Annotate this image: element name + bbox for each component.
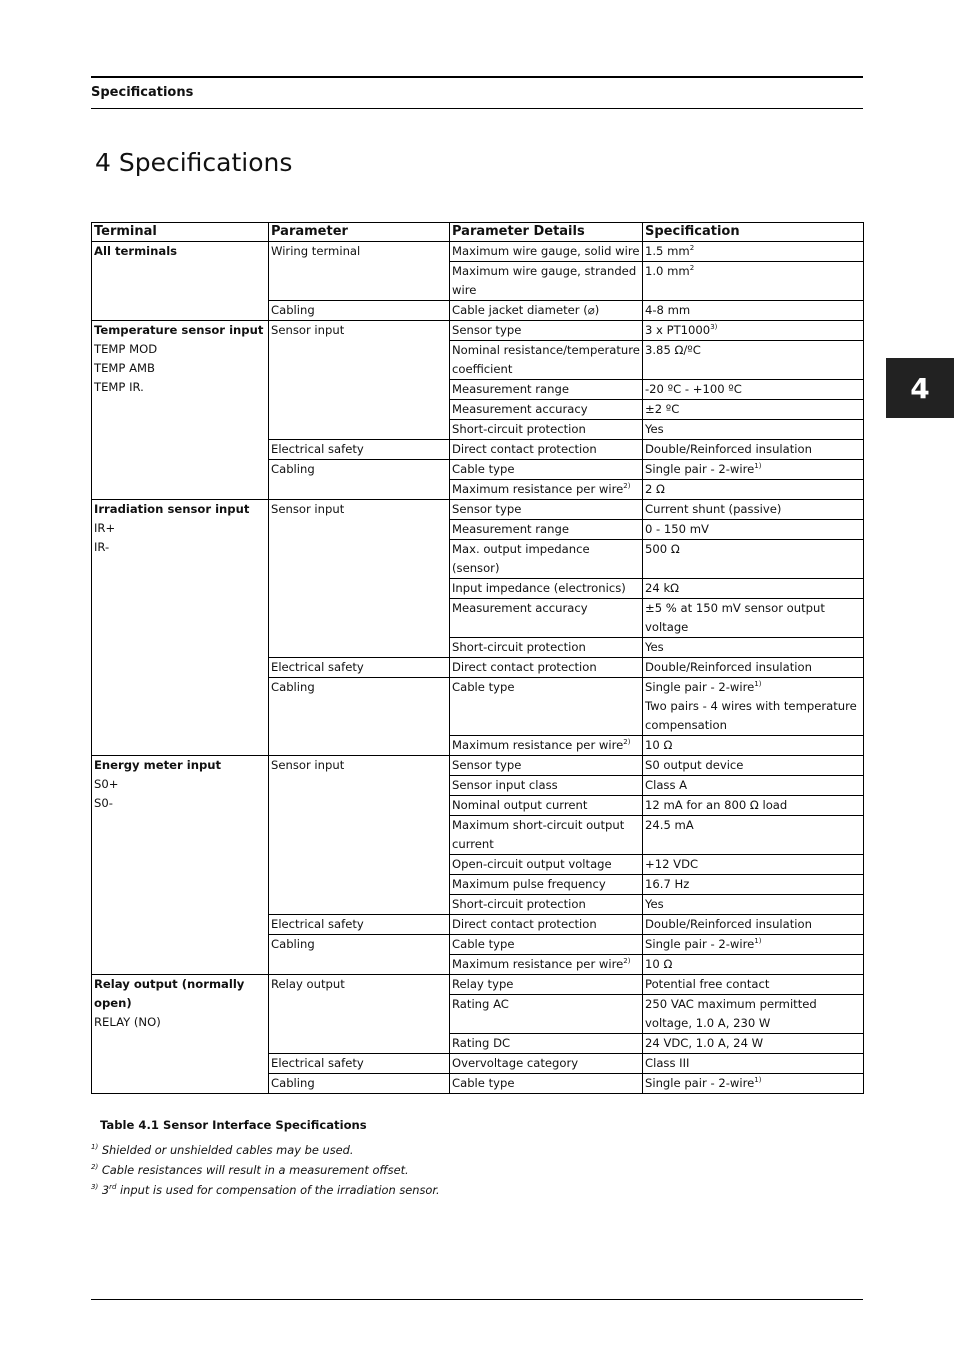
parameter-detail-cell [450,935,643,955]
footnote-ref: 2 [689,264,695,273]
spec-line [645,262,861,281]
spec-line [645,1034,861,1053]
specification-cell [643,242,864,262]
spec-text: 2 Ω [645,482,665,496]
detail-text: Sensor type [452,502,522,516]
spec-line [645,816,861,835]
parameter-detail-cell [450,480,643,500]
specification-cell [643,1054,864,1074]
parameter-cell: Cabling [269,935,450,975]
spec-line [645,242,861,261]
spec-line [645,380,861,399]
spec-line [645,895,861,914]
specification-cell [643,796,864,816]
detail-text: Short-circuit protection [452,897,586,911]
parameter-detail-cell [450,1034,643,1054]
specification-cell [643,380,864,400]
spec-text: S0 output device [645,758,744,772]
table-row [92,242,864,262]
parameter-detail-cell [450,816,643,855]
footer-rule [91,1299,863,1300]
spec-text: 24 VDC, 1.0 A, 24 W [645,1036,764,1050]
terminal-pin: IR- [94,540,110,554]
spec-text: 0 - 150 mV [645,522,709,536]
footnote-text: input is used for compensation of the irradiation sensor. [116,1183,440,1197]
parameter-detail-cell [450,915,643,935]
parameter-detail-cell [450,520,643,540]
specification-cell [643,1034,864,1054]
parameter-detail-cell [450,995,643,1034]
table-row [92,500,864,520]
detail-text: Cable jacket diameter (⌀) [452,303,600,317]
detail-text: Maximum short-circuit output current [452,818,625,851]
specification-cell [643,440,864,460]
spec-text: Single pair - 2-wire [645,937,755,951]
footnote-mark: 2) [91,1163,99,1172]
specification-cell [643,638,864,658]
terminal-pin: IR+ [94,521,116,535]
parameter-cell: Sensor input [269,500,450,658]
parameter-cell: Electrical safety [269,440,450,460]
header-rule-top [91,76,863,78]
spec-text: 16.7 Hz [645,877,690,891]
spec-text: Yes [645,640,664,654]
terminal-name: Temperature sensor input [94,323,264,337]
specification-cell [643,935,864,955]
specification-cell [643,500,864,520]
spec-line [645,599,861,637]
footnote-text: Cable resistances will result in a measurement offset. [101,1163,409,1177]
parameter-cell: Relay output [269,975,450,1054]
footnote-text-before: 3 [101,1183,110,1197]
spec-text: 1.5 mm [645,244,690,258]
detail-text: Direct contact protection [452,660,597,674]
specification-cell [643,736,864,756]
spec-line [645,736,861,755]
parameter-detail-cell [450,321,643,341]
specification-cell [643,816,864,855]
terminal-pin: S0+ [94,777,119,791]
parameter-detail-cell [450,400,643,420]
terminal-name: All terminals [94,244,178,258]
spec-text: 500 Ω [645,542,680,556]
spec-line [645,341,861,360]
specification-cell [643,460,864,480]
parameter-detail-cell [450,855,643,875]
table-caption: Table 4.1 Sensor Interface Specifications [100,1118,367,1132]
footnote-ref: 1) [754,1076,762,1085]
spec-line [645,460,861,479]
parameter-detail-cell [450,540,643,579]
parameter-detail-cell [450,420,643,440]
spec-line [645,975,861,994]
parameter-cell: Cabling [269,1074,450,1094]
specification-cell [643,301,864,321]
specification-cell [643,262,864,301]
spec-extra-line: Two pairs - 4 wires with temperature compensation [645,699,857,732]
table-header-row [92,223,864,242]
detail-text: Maximum resistance per wire [452,957,624,971]
specification-cell [643,579,864,599]
parameter-detail-cell [450,875,643,895]
spec-text: 10 Ω [645,738,673,752]
page-title: 4 Specifications [95,148,293,177]
detail-text: Measurement accuracy [452,601,588,615]
detail-text: Maximum resistance per wire [452,482,624,496]
parameter-detail-cell [450,262,643,301]
terminal-cell [92,975,269,1094]
spec-text: 3.85 Ω/ºC [645,343,701,357]
parameter-cell: Electrical safety [269,915,450,935]
specification-cell [643,756,864,776]
header-parameter: Parameter [269,223,450,242]
specification-cell [643,995,864,1034]
spec-line [645,935,861,954]
spec-line [645,301,861,320]
spec-line [645,500,861,519]
spec-text: +12 VDC [645,857,699,871]
specification-cell [643,895,864,915]
parameter-detail-cell [450,380,643,400]
parameter-detail-cell [450,1074,643,1094]
parameter-detail-cell [450,658,643,678]
footnote-mark: 1) [91,1143,99,1152]
spec-line [645,796,861,815]
footnote-ref: 3) [710,323,718,332]
parameter-detail-cell [450,341,643,380]
header-parameter-details: Parameter Details [450,223,643,242]
spec-text: ±2 ºC [645,402,680,416]
spec-line [645,480,861,499]
footnote-ref: 2) [623,738,631,747]
detail-text: Measurement range [452,522,569,536]
running-header: Specifications [91,85,194,100]
parameter-detail-cell [450,638,643,658]
detail-text: Cable type [452,1076,515,1090]
header-rule-bottom [91,108,863,109]
terminal-pin: TEMP MOD [94,342,158,356]
detail-text: Direct contact protection [452,917,597,931]
specification-cell [643,599,864,638]
detail-text: Rating DC [452,1036,511,1050]
spec-line [645,440,861,459]
spec-line [645,520,861,539]
terminal-pin: TEMP IR. [94,380,144,394]
table-row [92,321,864,341]
footnote-1 [91,1143,354,1157]
detail-text: Direct contact protection [452,442,597,456]
spec-line [645,995,861,1033]
detail-text: Relay type [452,977,514,991]
footnote-ordinal: rd [109,1183,117,1192]
terminal-name: Energy meter input [94,758,222,772]
specification-cell [643,520,864,540]
parameter-cell: Wiring terminal [269,242,450,301]
header-specification: Specification [643,223,864,242]
specification-cell [643,420,864,440]
parameter-cell: Electrical safety [269,1054,450,1074]
parameter-detail-cell [450,796,643,816]
detail-text: Max. output impedance (sensor) [452,542,590,575]
terminal-name: Relay output (normally open) [94,977,245,1010]
detail-text: Open-circuit output voltage [452,857,612,871]
footnote-ref: 1) [754,680,762,689]
footnote-ref: 2 [689,244,695,253]
detail-text: Maximum resistance per wire [452,738,624,752]
detail-text: Input impedance (electronics) [452,581,626,595]
specification-cell [643,1074,864,1094]
terminal-pin: TEMP AMB [94,361,155,375]
spec-text: Yes [645,422,664,436]
detail-text: Overvoltage category [452,1056,579,1070]
spec-text: Double/Reinforced insulation [645,660,812,674]
spec-text: Single pair - 2-wire [645,462,755,476]
specification-cell [643,955,864,975]
spec-text: Class III [645,1056,690,1070]
specification-cell [643,855,864,875]
footnote-2 [91,1163,409,1177]
terminal-cell [92,321,269,500]
header-terminal: Terminal [92,223,269,242]
spec-text: Double/Reinforced insulation [645,917,812,931]
parameter-detail-cell [450,975,643,995]
detail-text: Cable type [452,937,515,951]
spec-text: Double/Reinforced insulation [645,442,812,456]
parameter-detail-cell [450,678,643,736]
spec-text: 1.0 mm [645,264,690,278]
spec-text: Yes [645,897,664,911]
spec-line [645,658,861,677]
spec-line [645,1074,861,1093]
spec-line [645,400,861,419]
spec-line [645,756,861,775]
detail-text: Maximum pulse frequency [452,877,606,891]
parameter-cell: Cabling [269,301,450,321]
spec-line [645,420,861,439]
spec-text: 4-8 mm [645,303,691,317]
spec-line [645,776,861,795]
specifications-table [91,222,864,1094]
parameter-detail-cell [450,500,643,520]
footnote-ref: 1) [754,462,762,471]
table-row [92,756,864,776]
parameter-detail-cell [450,301,643,321]
spec-line [645,540,861,559]
detail-text: Cable type [452,462,515,476]
terminal-pin: RELAY (NO) [94,1015,161,1029]
specification-cell [643,975,864,995]
specification-cell [643,341,864,380]
spec-text: 10 Ω [645,957,673,971]
parameter-detail-cell [450,242,643,262]
parameter-cell: Sensor input [269,756,450,915]
spec-text: 12 mA for an 800 Ω load [645,798,788,812]
spec-line [645,915,861,934]
spec-text: Single pair - 2-wire [645,680,755,694]
detail-text: Measurement range [452,382,569,396]
specification-cell [643,400,864,420]
terminal-cell [92,500,269,756]
parameter-cell: Cabling [269,678,450,756]
terminal-cell [92,756,269,975]
detail-text: Maximum wire gauge, solid wire [452,244,640,258]
spec-text: 250 VAC maximum permitted voltage, 1.0 A, 230 W [645,997,817,1030]
specification-cell [643,915,864,935]
terminal-cell [92,242,269,321]
footnote-text: Shielded or unshielded cables may be used. [101,1143,354,1157]
spec-line [645,955,861,974]
parameter-detail-cell [450,736,643,756]
terminal-name: Irradiation sensor input [94,502,250,516]
spec-text: Potential free contact [645,977,770,991]
specification-cell [643,321,864,341]
spec-line [645,678,861,697]
terminal-pin: S0- [94,796,113,810]
detail-text: Sensor input class [452,778,558,792]
parameter-detail-cell [450,895,643,915]
footnote-ref: 2) [623,957,631,966]
specification-cell [643,658,864,678]
detail-text: Sensor type [452,758,522,772]
spec-text: ±5 % at 150 mV sensor output voltage [645,601,825,634]
spec-text: Class A [645,778,688,792]
parameter-detail-cell [450,955,643,975]
detail-text: Sensor type [452,323,522,337]
spec-line [645,579,861,598]
chapter-tab: 4 [886,358,954,418]
parameter-detail-cell [450,599,643,638]
spec-text: 24.5 mA [645,818,694,832]
spec-text: 24 kΩ [645,581,680,595]
detail-text: Cable type [452,680,515,694]
parameter-cell: Electrical safety [269,658,450,678]
spec-text: 3 x PT1000 [645,323,711,337]
detail-text: Short-circuit protection [452,422,586,436]
detail-text: Nominal output current [452,798,588,812]
detail-text: Measurement accuracy [452,402,588,416]
specification-cell [643,776,864,796]
footnote-ref: 1) [754,937,762,946]
table-row [92,975,864,995]
footnote-3 [91,1183,440,1197]
footnote-ref: 2) [623,482,631,491]
detail-text: Short-circuit protection [452,640,586,654]
table-body [92,242,864,1094]
parameter-detail-cell [450,579,643,599]
specification-cell [643,678,864,736]
spec-line [645,321,861,340]
parameter-detail-cell [450,1054,643,1074]
spec-text: Single pair - 2-wire [645,1076,755,1090]
spec-text: -20 ºC - +100 ºC [645,382,742,396]
specification-cell [643,875,864,895]
spec-line [645,855,861,874]
parameter-detail-cell [450,440,643,460]
specification-cell [643,480,864,500]
parameter-cell: Cabling [269,460,450,500]
parameter-detail-cell [450,776,643,796]
parameter-detail-cell [450,756,643,776]
detail-text: Nominal resistance/temperature coefficient [452,343,640,376]
footnote-mark: 3) [91,1183,99,1192]
detail-text: Rating AC [452,997,509,1011]
parameter-cell: Sensor input [269,321,450,440]
spec-text: Current shunt (passive) [645,502,782,516]
parameter-detail-cell [450,460,643,480]
specification-cell [643,540,864,579]
detail-text: Maximum wire gauge, stranded wire [452,264,637,297]
spec-line [645,875,861,894]
spec-line [645,638,861,657]
spec-line [645,1054,861,1073]
